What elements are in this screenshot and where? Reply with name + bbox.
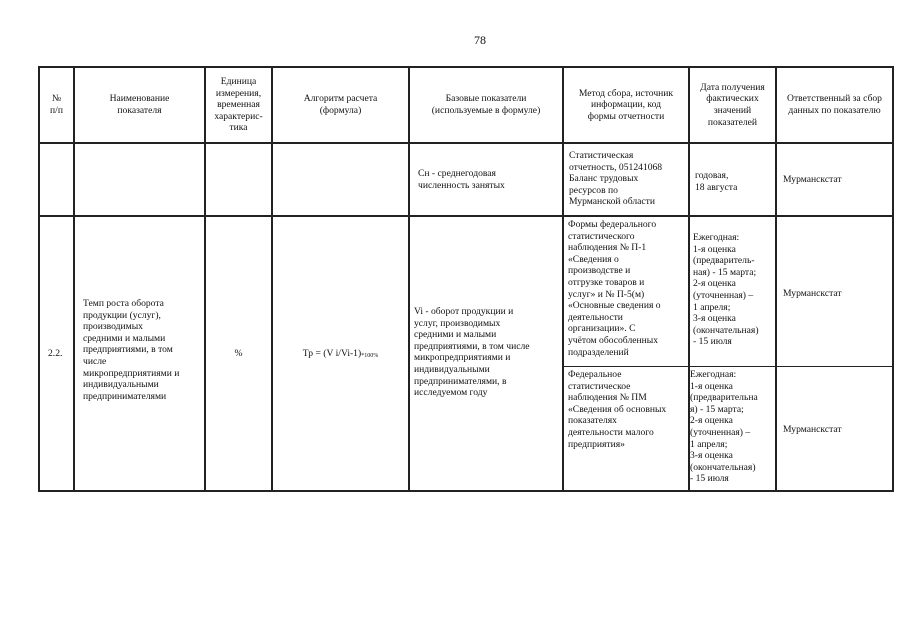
row2-date-b: Ежегодная: 1-я оценка (предварительна я) - 15 марта; 2-я оценка (уточненная) – 1 апреля; 3-я оценка (окончательная) - 15 июля — [690, 369, 758, 485]
row2-unit: % — [234, 348, 243, 359]
header-num-text: № п/п — [50, 93, 63, 116]
row1-bottom-line — [38, 215, 894, 217]
row2-formula — [273, 348, 408, 363]
table-border-bottom — [38, 490, 894, 492]
row1-method: Статистическая отчетность, 051241068 Баланс трудовых ресурсов по Мурманской области — [569, 150, 663, 208]
header-responsible-text: Ответственный за сбор данных по показателю — [787, 93, 882, 116]
header-method-text: Метод сбора, источник информации, код формы отчетности — [578, 87, 674, 122]
header-unit — [206, 68, 271, 142]
row2-formula-sub: *100% — [361, 353, 379, 359]
row1-base: Сн - среднегодовая численность занятых — [418, 168, 505, 191]
header-unit-text: Единица измерения, временная характерис- тика — [214, 76, 263, 134]
header-bottom-line — [38, 142, 894, 144]
page-number: 78 — [474, 33, 486, 47]
row2-base: Vi - оборот продукции и услуг, производимых средними и малыми предприятиями, в том числе микропредприятиями и индивидуальными предпринимателями, в исследуемом году — [414, 306, 530, 399]
row2-responsible-b: Мурманскстат — [783, 424, 842, 435]
header-base — [410, 68, 562, 142]
row1-responsible: Мурманскстат — [783, 174, 842, 185]
row2-num: 2.2. — [48, 348, 63, 359]
header-date — [690, 68, 775, 142]
header-date-text: Дата получения фактических значений показателей — [700, 81, 765, 128]
row2-formula-main: Тр = (V i/Vi-1) — [302, 348, 362, 359]
row2-split-line — [562, 366, 894, 367]
header-algorithm — [273, 68, 408, 142]
header-responsible — [777, 68, 892, 142]
row2-method-a: Формы федерального статистического наблюдения № П-1 «Сведения о производстве и отгрузке товаров и услуг» и № П-5(м) «Основные сведения о деятельности организации». С учётом обособленных подразделений — [568, 219, 661, 358]
row2-name: Темп роста оборота продукции (услуг), производимых средними и малыми предприятиями, в том числе микропредприятиями и индивидуальными предпринимателями — [83, 298, 180, 402]
row2-method-b: Федеральное статистическое наблюдения № ПМ «Сведения об основных показателях деятельности малого предприятия» — [568, 369, 667, 450]
header-name — [75, 68, 204, 142]
row1-date: годовая, 18 августа — [695, 170, 738, 193]
indicators-table — [38, 66, 894, 492]
header-base-text: Базовые показатели (используемые в формуле) — [431, 93, 541, 116]
header-algorithm-text: Алгоритм расчета (формула) — [303, 93, 378, 116]
row2-responsible-a: Мурманскстат — [783, 288, 842, 299]
header-name-text: Наименование показателя — [109, 93, 170, 116]
header-num — [40, 68, 73, 142]
header-method — [564, 68, 688, 142]
row2-date-a: Ежегодная: 1-я оценка (предваритель- ная) - 15 марта; 2-я оценка (уточненная) – 1 апреля; 3-я оценка (окончательная) - 15 июля — [693, 232, 759, 348]
col-line-8 — [892, 66, 894, 492]
